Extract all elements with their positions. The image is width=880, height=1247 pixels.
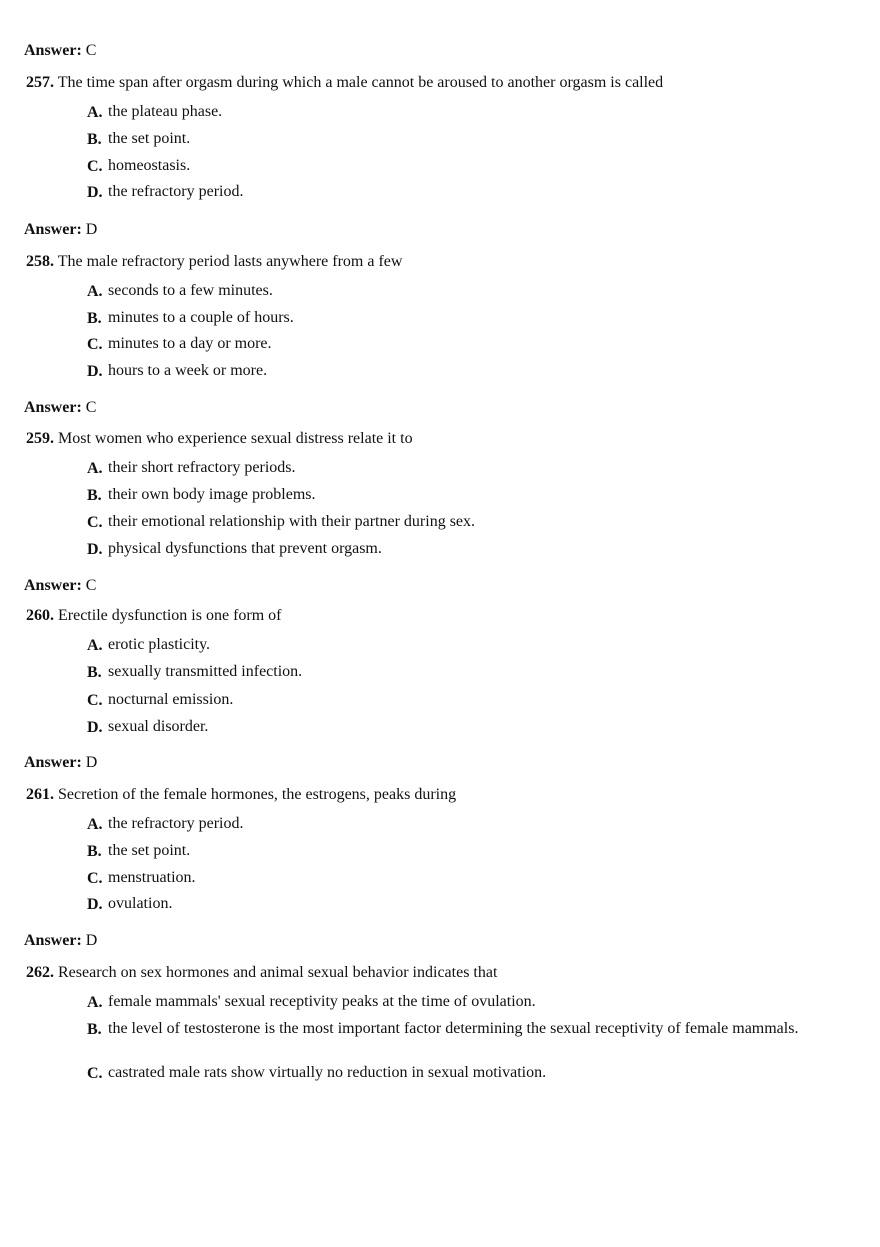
option-text: sexually transmitted infection.	[108, 663, 303, 680]
option-text: their short refractory periods.	[108, 459, 296, 476]
option-text: hours to a week or more.	[108, 362, 268, 379]
option-257-a	[87, 102, 807, 122]
option-text: the set point.	[108, 130, 191, 147]
option-text: seconds to a few minutes.	[108, 282, 273, 299]
option-letter: D.	[87, 541, 103, 558]
option-text: castrated male rats show virtually no reduction in sexual motivation.	[108, 1064, 547, 1081]
option-262-c	[87, 1063, 807, 1083]
option-letter: C.	[87, 692, 103, 709]
question-number: 261.	[26, 786, 54, 803]
question-259	[26, 429, 413, 449]
option-258-a	[87, 281, 807, 301]
answer-label: Answer:	[24, 42, 82, 59]
option-257-c	[87, 156, 807, 176]
option-text: their own body image problems.	[108, 486, 316, 503]
answer-line	[24, 41, 96, 61]
option-letter: D.	[87, 363, 103, 380]
option-letter: B.	[87, 1021, 102, 1038]
question-number: 262.	[26, 964, 54, 981]
option-258-c	[87, 334, 807, 354]
answer-value: D	[85, 932, 98, 949]
answer-value: D	[85, 754, 98, 771]
answer-value: C	[85, 42, 97, 59]
option-letter: C.	[87, 514, 103, 531]
option-text: homeostasis.	[108, 157, 191, 174]
option-text: the level of testosterone is the most important factor determining the sexual receptivity of female mammals.	[108, 1020, 799, 1037]
option-260-a	[87, 635, 807, 655]
option-259-b	[87, 485, 807, 505]
option-260-d	[87, 717, 807, 737]
answer-line	[24, 576, 96, 596]
question-257	[26, 73, 663, 93]
option-text: the refractory period.	[108, 815, 244, 832]
option-letter: A.	[87, 460, 103, 477]
option-letter: B.	[87, 664, 102, 681]
option-259-c	[87, 512, 807, 532]
question-text: The male refractory period lasts anywhere from a few	[57, 253, 403, 270]
question-text: Erectile dysfunction is one form of	[58, 607, 282, 624]
option-text: the set point.	[108, 842, 191, 859]
option-letter: C.	[87, 870, 103, 887]
option-letter: C.	[87, 158, 103, 175]
option-text: female mammals' sexual receptivity peaks at the time of ovulation.	[108, 993, 536, 1010]
option-text: their emotional relationship with their partner during sex.	[108, 513, 476, 530]
option-letter: B.	[87, 487, 102, 504]
answer-value: C	[85, 577, 97, 594]
option-letter: B.	[87, 131, 102, 148]
option-261-a	[87, 814, 807, 834]
answer-label: Answer:	[24, 577, 82, 594]
option-text: erotic plasticity.	[108, 636, 211, 653]
option-259-a	[87, 458, 807, 478]
answer-label: Answer:	[24, 754, 82, 771]
option-258-d	[87, 361, 807, 381]
option-260-c	[87, 690, 807, 710]
option-letter: C.	[87, 336, 103, 353]
option-letter: D.	[87, 896, 103, 913]
option-letter: C.	[87, 1065, 103, 1082]
option-262-b	[87, 1019, 807, 1039]
option-text: minutes to a day or more.	[108, 335, 272, 352]
answer-label: Answer:	[24, 399, 82, 416]
option-text: the refractory period.	[108, 183, 244, 200]
option-259-d	[87, 539, 807, 559]
answer-label: Answer:	[24, 221, 82, 238]
question-number: 260.	[26, 607, 54, 624]
option-258-b	[87, 308, 807, 328]
question-number: 257.	[26, 74, 54, 91]
answer-line	[24, 931, 97, 951]
question-260	[26, 606, 282, 626]
answer-line	[24, 398, 96, 418]
option-262-a	[87, 992, 807, 1012]
question-number: 259.	[26, 430, 54, 447]
answer-value: D	[85, 221, 98, 238]
option-261-d	[87, 894, 807, 914]
option-text: ovulation.	[108, 895, 173, 912]
option-letter: A.	[87, 994, 103, 1011]
question-261	[26, 785, 456, 805]
question-262	[26, 963, 497, 983]
option-letter: D.	[87, 719, 103, 736]
option-letter: A.	[87, 104, 103, 121]
answer-line	[24, 220, 97, 240]
option-letter: D.	[87, 184, 103, 201]
option-letter: A.	[87, 283, 103, 300]
option-text: sexual disorder.	[108, 718, 209, 735]
question-text: Research on sex hormones and animal sexual behavior indicates that	[58, 964, 498, 981]
option-text: the plateau phase.	[108, 103, 223, 120]
answer-value: C	[85, 399, 97, 416]
question-text: The time span after orgasm during which a male cannot be aroused to another orgasm is called	[57, 74, 664, 91]
question-number: 258.	[26, 253, 54, 270]
answer-line	[24, 753, 97, 773]
option-257-d	[87, 182, 807, 202]
option-text: menstruation.	[108, 869, 196, 886]
option-text: minutes to a couple of hours.	[108, 309, 294, 326]
option-257-b	[87, 129, 807, 149]
option-letter: B.	[87, 310, 102, 327]
option-261-c	[87, 868, 807, 888]
option-letter: B.	[87, 843, 102, 860]
question-text: Secretion of the female hormones, the estrogens, peaks during	[58, 786, 457, 803]
option-letter: A.	[87, 816, 103, 833]
question-258	[26, 252, 402, 272]
option-260-b	[87, 662, 807, 682]
option-text: physical dysfunctions that prevent orgasm.	[108, 540, 382, 557]
answer-label: Answer:	[24, 932, 82, 949]
option-261-b	[87, 841, 807, 861]
option-text: nocturnal emission.	[108, 691, 234, 708]
option-letter: A.	[87, 637, 103, 654]
question-text: Most women who experience sexual distress relate it to	[58, 430, 413, 447]
